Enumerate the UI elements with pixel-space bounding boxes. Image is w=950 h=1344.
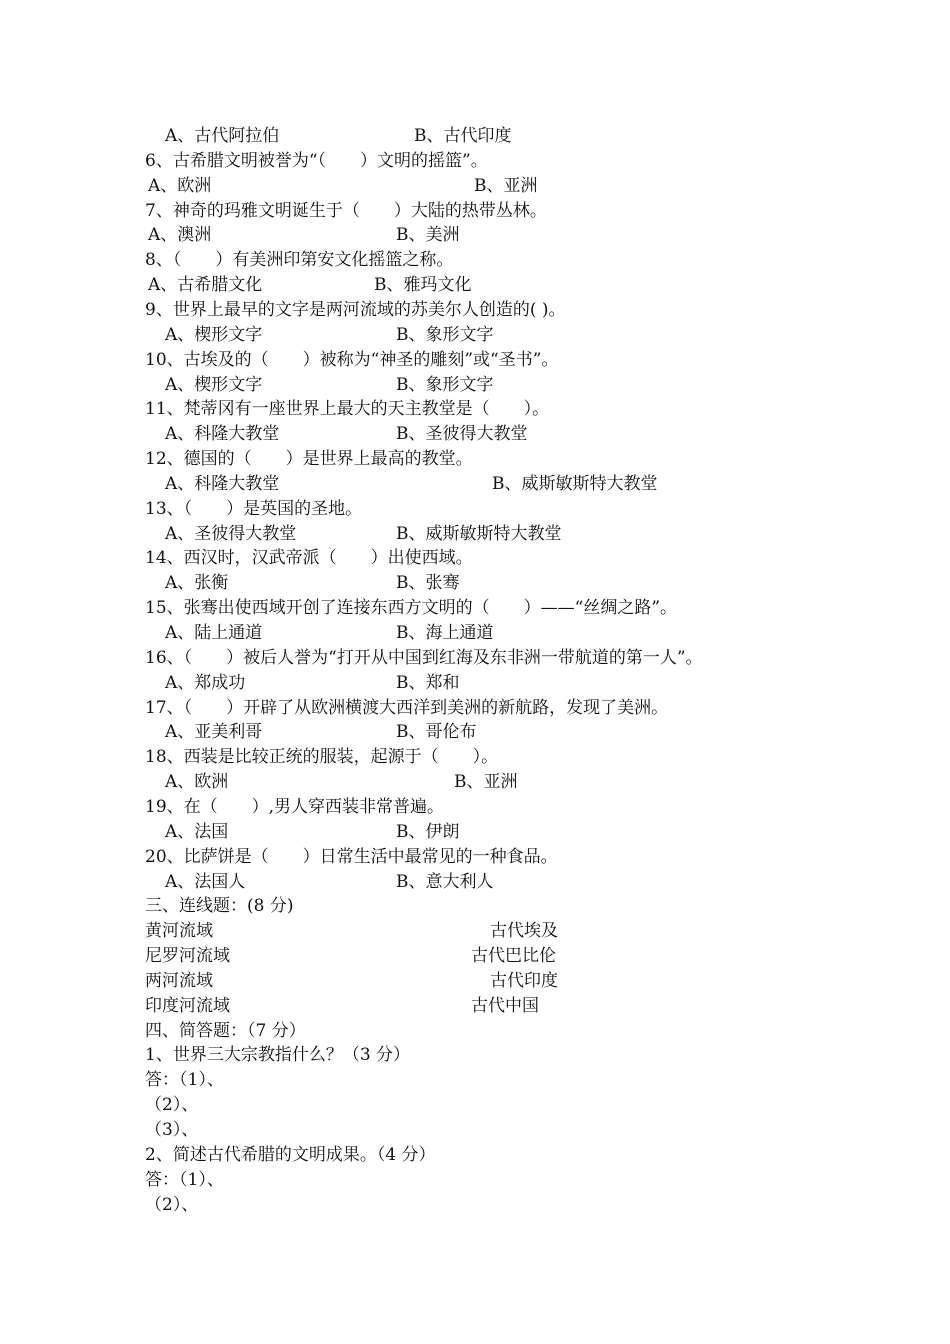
text-line: 尼罗河流域 (145, 946, 230, 967)
option-b-text: B、郑和 (396, 672, 460, 693)
text-line: A、欧洲 (165, 772, 229, 793)
text-line: 6、古希腊文明被誉为“（ ）文明的摇篮”。 (145, 150, 488, 171)
text-line: 20、比萨饼是（ ）日常生活中最常见的一种食品。 (145, 846, 558, 867)
text-line: 12、德国的（ ）是世界上最高的教堂。 (145, 449, 473, 470)
option-b-text: 古代印度 (490, 970, 558, 991)
option-b-text: B、张骞 (396, 573, 460, 594)
text-line: 2、简述古代希腊的文明成果。（4 分） (145, 1144, 436, 1165)
text-line: 1、世界三大宗教指什么？（3 分） (145, 1045, 411, 1066)
text-line: A、法国 (165, 821, 229, 842)
option-b-text: B、圣彼得大教堂 (396, 424, 528, 445)
text-line: 13、（ ）是英国的圣地。 (145, 498, 363, 519)
text-line: 答：（1）、 (145, 1070, 224, 1091)
option-b-text: B、亚洲 (454, 772, 518, 793)
option-b-text: B、古代印度 (414, 126, 512, 146)
option-b-text: B、伊朗 (396, 821, 460, 842)
text-line: （2）、 (145, 1095, 199, 1116)
text-line: 印度河流域 (145, 995, 230, 1016)
option-b-text: 古代埃及 (490, 921, 558, 942)
text-line: 18、西装是比较正统的服装，起源于（ ）。 (145, 747, 499, 768)
option-b-text: B、雅玛文化 (374, 275, 472, 296)
option-b-text: B、哥伦布 (396, 722, 477, 743)
option-b-text: B、美洲 (396, 225, 460, 246)
text-line: A、亚美利哥 (165, 722, 263, 743)
text-line: （3）、 (145, 1120, 199, 1140)
text-line: （2）、 (145, 1194, 199, 1215)
text-line: A、科隆大教堂 (165, 424, 280, 445)
text-line: 四、简答题：（7 分） (145, 1020, 306, 1041)
text-line: 16、（ ）被后人誉为“打开从中国到红海及东非洲一带航道的第一人”。 (145, 647, 703, 668)
text-line: 黄河流域 (145, 921, 213, 942)
text-line: A、张衡 (165, 573, 229, 594)
option-b-text: 古代中国 (471, 995, 539, 1016)
text-line: 三、连线题：(8 分) (145, 896, 294, 917)
text-line: A、澳洲 (148, 225, 212, 246)
text-line: A、法国人 (165, 871, 246, 892)
text-line: A、陆上通道 (165, 623, 263, 643)
text-line: A、楔形文字 (165, 374, 263, 395)
text-line: 两河流域 (145, 970, 213, 991)
text-line: 19、在（ ）,男人穿西装非常普遍。 (145, 796, 445, 817)
option-b-text: B、亚洲 (474, 175, 538, 196)
text-line: A、古希腊文化 (148, 275, 263, 296)
text-line: 9、世界上最早的文字是两河流域的苏美尔人创造的( )。 (145, 299, 566, 320)
text-line: A、欧洲 (148, 175, 212, 196)
option-b-text: B、象形文字 (396, 324, 494, 345)
text-line: 8、（ ）有美洲印第安文化摇篮之称。 (145, 250, 454, 271)
option-b-text: B、威斯敏斯特大教堂 (396, 523, 562, 544)
text-line: A、古代阿拉伯 (165, 126, 280, 146)
option-b-text: B、威斯敏斯特大教堂 (492, 473, 658, 494)
text-line: 7、神奇的玛雅文明诞生于（ ）大陆的热带丛林。 (145, 200, 547, 221)
option-b-text: 古代巴比伦 (471, 946, 556, 967)
text-line: 10、古埃及的（ ）被称为“神圣的雕刻”或“圣书”。 (145, 349, 559, 370)
option-b-text: B、海上通道 (396, 623, 494, 643)
text-line: 14、西汉时，汉武帝派（ ）出使西域。 (145, 548, 473, 569)
text-line: 15、张骞出使西域开创了连接东西方文明的（ ）——“丝绸之路”。 (145, 598, 678, 619)
text-line: A、科隆大教堂 (165, 473, 280, 494)
text-line: 答：（1）、 (145, 1169, 224, 1190)
text-line: A、圣彼得大教堂 (165, 523, 297, 544)
text-line: A、楔形文字 (165, 324, 263, 345)
option-b-text: B、象形文字 (396, 374, 494, 395)
text-line: 17、（ ）开辟了从欧洲横渡大西洋到美洲的新航路，发现了美洲。 (145, 697, 669, 718)
text-line: 11、梵蒂冈有一座世界上最大的天主教堂是（ ）。 (145, 399, 550, 420)
text-line: A、郑成功 (165, 672, 246, 693)
option-b-text: B、意大利人 (396, 871, 494, 892)
